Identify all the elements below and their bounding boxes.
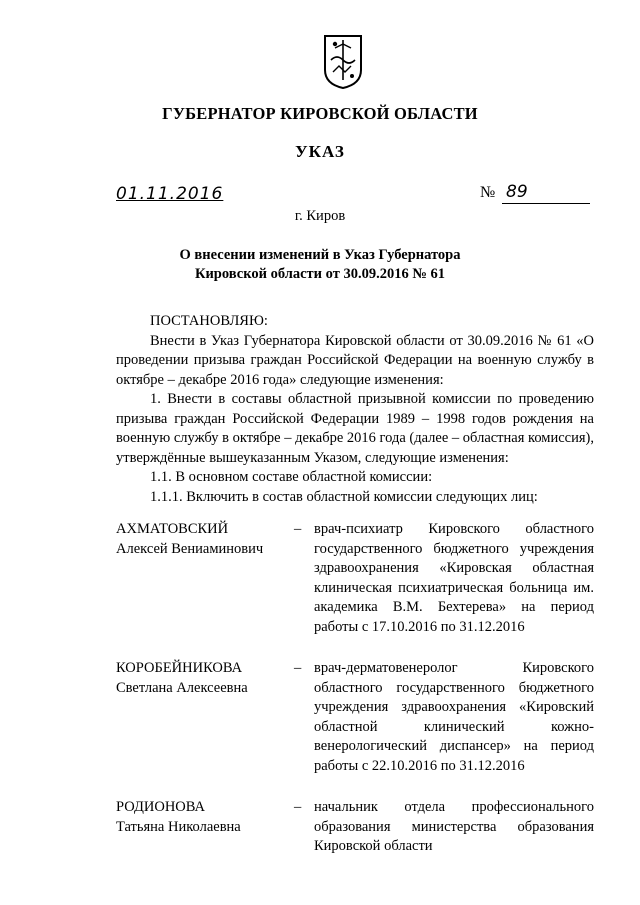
member-list xyxy=(116,520,594,879)
member-surname: РОДИОНОВА xyxy=(116,799,205,815)
member-given-name: Алексей Вениаминович xyxy=(116,540,264,557)
paragraph-4: 1.1.1. Включить в состав областной комиссии следующих лиц: xyxy=(150,488,538,505)
member-description: врач-дерматовенеролог Кировского областного государственного бюджетного учреждения здравоохранения «Кировский областной клинический кожно-венерологический диспансер» на период работы с 22.10.2016 по 31.12.2016 xyxy=(314,660,594,774)
number-value: 89 xyxy=(506,182,528,202)
member-item xyxy=(116,798,594,857)
member-given-name: Светлана Алексеевна xyxy=(116,679,248,696)
member-description: врач-психиатр Кировского областного государственного бюджетного учреждения здравоохранения «Кировская областная клиническая психиатрическая больница им. академика В.М. Бехтерева» на период работы с 17.10.2016 по 31.12.2016 xyxy=(314,521,594,635)
decree-word: ПОСТАНОВЛЯЮ: xyxy=(150,313,268,329)
subject-line-1: О внесении изменений в Указ Губернатора xyxy=(179,247,461,263)
member-surname: КОРОБЕЙНИКОВА xyxy=(116,660,243,676)
number-sign: № xyxy=(480,184,496,201)
subject-line-2: Кировской области от 30.09.2016 № 61 xyxy=(194,266,446,282)
paragraph-2: 1. Внести в составы областной призывной комиссии по проведению призыва граждан Российской Федерации 1989 – 1998 годов рождения на военную службу в октябре – декабре 2016 года (далее – областная комиссия), утверждённые вышеуказанным Указом, следующие изменения: xyxy=(116,391,594,466)
document-date: 01.11.2016 xyxy=(116,184,224,204)
issuing-authority: ГУБЕРНАТОР КИРОВСКОЙ ОБЛАСТИ xyxy=(162,104,478,123)
member-dash: – xyxy=(294,799,302,815)
document-body xyxy=(116,312,594,507)
paragraph-3: 1.1. В основном составе областной комиссии: xyxy=(150,469,433,485)
paragraph-1: Внести в Указ Губернатора Кировской области от 30.09.2016 № 61 «О проведении призыва граждан Российской Федерации на военную службу в октябре – декабре 2016 года» следующие изменения: xyxy=(116,332,594,388)
document-subject xyxy=(0,246,640,284)
member-name xyxy=(116,798,294,857)
member-surname: АХМАТОВСКИЙ xyxy=(116,521,229,537)
member-name xyxy=(116,520,294,637)
member-item xyxy=(116,659,594,776)
member-description: начальник отдела профессионального образования министерства образования Кировской области xyxy=(314,799,594,854)
city-line: г. Киров xyxy=(294,208,346,224)
coat-of-arms-icon xyxy=(323,34,363,90)
number-underline xyxy=(502,203,590,204)
document-number xyxy=(480,184,590,208)
member-item xyxy=(116,520,594,637)
member-dash: – xyxy=(294,521,302,537)
member-given-name: Татьяна Николаевна xyxy=(116,818,241,835)
member-name xyxy=(116,659,294,776)
document-type: УКАЗ xyxy=(295,142,345,161)
member-dash: – xyxy=(294,660,302,676)
